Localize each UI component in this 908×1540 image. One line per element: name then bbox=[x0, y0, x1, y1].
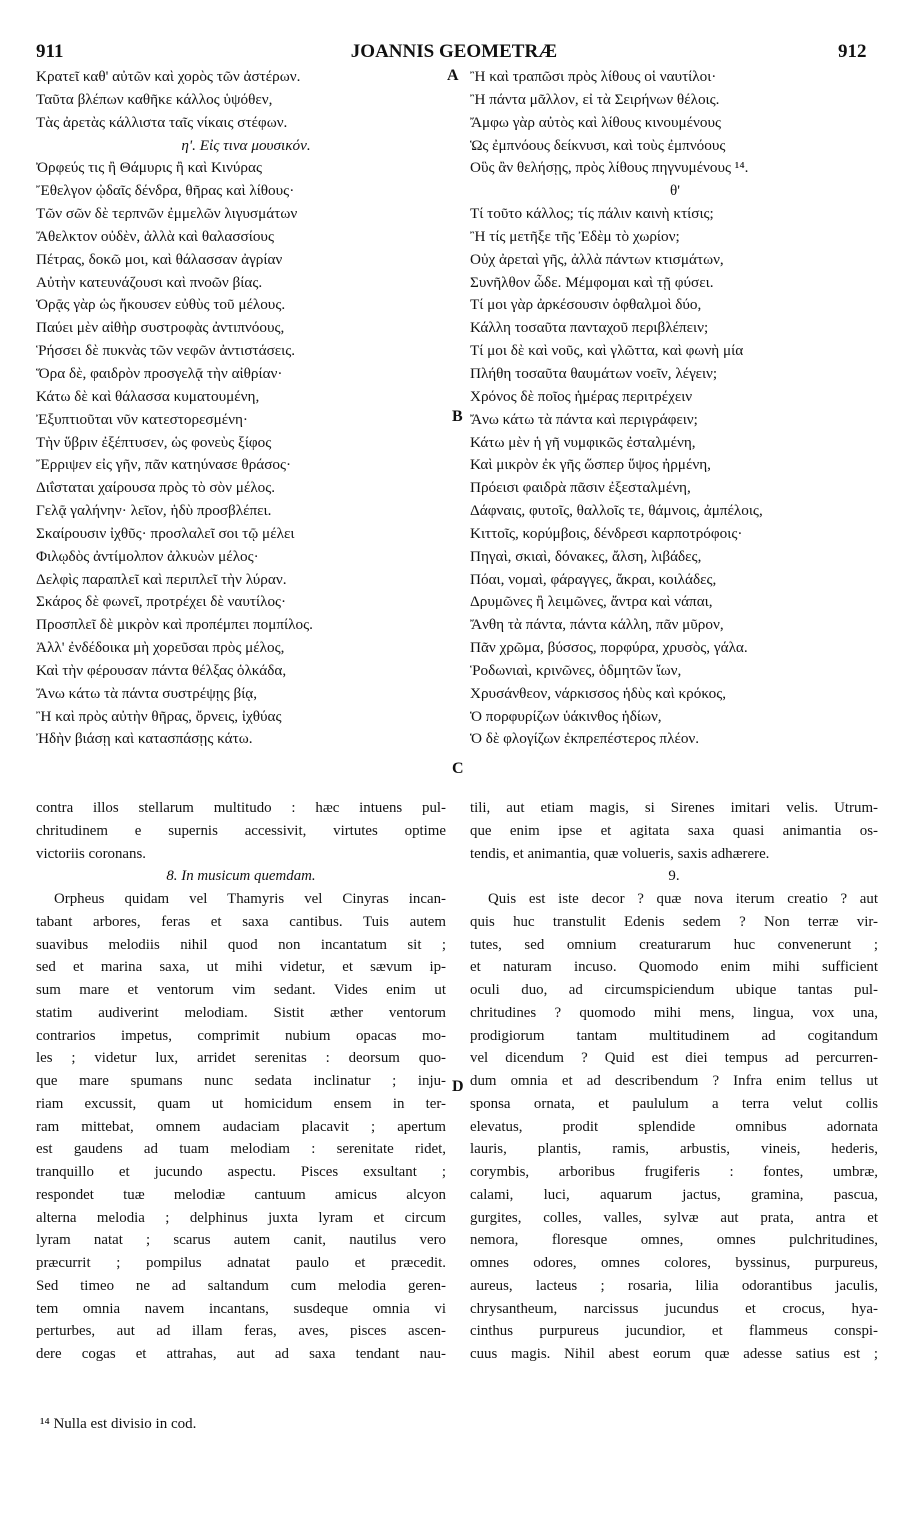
section-heading: 8. In musicum quemdam. bbox=[166, 868, 316, 885]
verse-line: Πηγαὶ, σκιαὶ, δόνακες, ἄλση, λιβάδες, bbox=[470, 547, 702, 565]
verse-line: Αὐτὴν κατευνάζουσι καὶ πνοῶν βίας. bbox=[36, 273, 263, 291]
prose-line: corymbis, arboribus frugiferis : fontes, umbræ, bbox=[470, 1164, 878, 1180]
prose-line: quis huc transtulit Edenis sedem ? Non terræ vir- bbox=[470, 913, 878, 930]
verse-line: Γελᾷ γαλήνην· λεῖον, ἡδὺ προσβλέπει. bbox=[36, 502, 272, 520]
verse-line: Ἔθελγον ᾠδαῖς δένδρα, θῆρας καὶ λίθους· bbox=[36, 182, 295, 200]
verse-line: Κάτω δὲ καὶ θάλασσα κυματουμένη, bbox=[36, 387, 260, 405]
prose-line: chrysantheum, narcissus jucundus et crocus, hya- bbox=[470, 1300, 878, 1317]
prose-line: dum omnia et ad describendum ? Infra enim tellus ut bbox=[470, 1073, 878, 1089]
verse-line: Ἢ καὶ τραπῶσι πρὸς λίθους οἱ ναυτίλοι· bbox=[470, 68, 717, 85]
verse-line: Ἄνω κάτω τὰ πάντα καὶ περιγράφειν; bbox=[470, 410, 698, 428]
verse-line: Καὶ μικρὸν ἐκ γῆς ὥσπερ ὕψος ἠρμένη, bbox=[470, 456, 711, 474]
verse-line: Ἢ τίς μετῆξε τῆς Ἐδὲμ τὸ χωρίον; bbox=[470, 227, 680, 245]
margin-marker-c: C bbox=[452, 760, 464, 777]
verse-line: Ἀλλ' ἐνδέδοικα μὴ χορεῦσαι πρὸς μέλος, bbox=[36, 639, 285, 657]
latin-translation-left-column bbox=[36, 797, 446, 1366]
margin-marker-b: B bbox=[452, 408, 463, 425]
verse-line: Ἢ πάντα μᾶλλον, εἰ τὰ Σειρήνων θέλοις. bbox=[470, 90, 720, 108]
prose-line: contrarios impetus, comprimit nubium opacas mo- bbox=[36, 1027, 446, 1044]
prose-line: Sed timeo ne ad saltandum cum melodia geren- bbox=[36, 1277, 446, 1294]
prose-line: vel dicendum ? Quid est diei tempus ad percurren- bbox=[470, 1050, 878, 1067]
verse-line: Ἠδὴν βιάσῃ καὶ κατασπάσῃς κάτω. bbox=[36, 730, 253, 748]
verse-line: Ἐξυπτιοῦται νῦν κατεστορεσμένη· bbox=[36, 410, 248, 428]
verse-line: Χρυσάνθεον, νάρκισσος ἡδὺς καὶ κρόκος, bbox=[470, 684, 727, 702]
prose-line: prodigiorum tantam multitudinem ad cogitandum bbox=[470, 1027, 878, 1044]
prose-line: cuus magis. Nihil abest eorum quæ adesse satius est ; bbox=[470, 1346, 878, 1362]
prose-line: statim audiverint melodiam. Sistit æther ventorum bbox=[36, 1004, 446, 1021]
verse-line: Ἄνω κάτω τὰ πάντα συστρέψῃς βίᾳ, bbox=[36, 684, 258, 702]
page-number-right: 912 bbox=[838, 41, 867, 62]
prose-line: lyram natat ; scarus autem canit, nautilus vero bbox=[36, 1232, 446, 1249]
verse-line: Πρόεισι φαιδρὰ πᾶσιν ἐξεσταλμένη, bbox=[470, 479, 691, 497]
prose-line: dere cogas et attrahas, aut ad saxa tendant nau- bbox=[36, 1346, 446, 1362]
prose-line: chritudinem e supernis accessivit, virtutes optime bbox=[36, 822, 446, 839]
footnote: ¹⁴ Nulla est divisio in cod. bbox=[40, 1416, 197, 1432]
verse-line: Ἢ καὶ πρὸς αὐτὴν θῆρας, ὄρνεις, ἰχθύας bbox=[36, 707, 282, 725]
verse-line: Φιλῳδὸς ἀντίμολπον ἀλκυὼν μέλος· bbox=[36, 547, 259, 565]
verse-line: Τί τοῦτο κάλλος; τίς πάλιν καινὴ κτίσις; bbox=[470, 205, 714, 223]
verse-line: Δελφὶς παραπλεῖ καὶ περιπλεῖ τὴν λύραν. bbox=[36, 570, 287, 588]
greek-verse-right-column bbox=[470, 66, 880, 751]
prose-line: sum mare et ventorum vim sedant. Vides enim ut bbox=[36, 982, 446, 998]
prose-line: que enim ipse et agitata saxa quasi animantia os- bbox=[470, 822, 878, 839]
greek-verse-left-column bbox=[36, 66, 456, 751]
verse-line: Τί μοι γὰρ ἀρκέσουσιν ὀφθαλμοὶ δύο, bbox=[470, 296, 702, 314]
verse-line: Ὀρφεύς τις ἢ Θάμυρις ἢ καὶ Κινύρας bbox=[36, 159, 262, 177]
prose-line: riam excussit, quam ut homicidum ensem in ter- bbox=[36, 1095, 446, 1112]
prose-line: nemora, floresque omnes, omnes pulchritudines, bbox=[470, 1232, 878, 1249]
verse-line: Παύει μὲν αἰθὴρ συστροφὰς ἀντιπνόους, bbox=[36, 319, 285, 337]
verse-line: Ἄνθη τὰ πάντα, πάντα κάλλη, πᾶν μῦρον, bbox=[470, 616, 724, 634]
verse-line: Προσπλεῖ δὲ μικρὸν καὶ προπέμπει πομπίλος. bbox=[36, 616, 313, 634]
verse-line: Οὐχ ἀρεταὶ γῆς, ἀλλὰ πάντων κτισμάτων, bbox=[470, 250, 724, 268]
verse-line: Ῥήσσει δὲ πυκνὰς τῶν νεφῶν ἀντιστάσεις. bbox=[36, 342, 296, 360]
prose-line: victoriis coronans. bbox=[36, 845, 147, 862]
prose-line: respondet tuæ melodiæ cantuum amicus alcyon bbox=[36, 1186, 446, 1203]
verse-line: Δάφναις, φυτοῖς, θαλλοῖς τε, θάμνοις, ἀμπέλοις, bbox=[470, 502, 763, 520]
verse-line: Ἄθελκτον οὐδὲν, ἀλλὰ καὶ θαλασσίους bbox=[36, 227, 274, 245]
verse-line: Ὡς ἐμπνόους δείκνυσι, καὶ τοὺς ἐμπνόους bbox=[470, 136, 726, 154]
prose-line: tem omnia navem incantans, susdeque omnia vi bbox=[36, 1300, 446, 1317]
prose-line: sed et marina saxa, ut mihi videtur, et sævum ip- bbox=[36, 959, 446, 976]
prose-line: præcurrit ; pompilus adnatat paulo et præcedit. bbox=[36, 1255, 446, 1271]
verse-line: Δρυμῶνες ἢ λειμῶνες, ἄντρα καὶ νάπαι, bbox=[470, 593, 713, 611]
verse-line: Τῶν σῶν δὲ τερπνῶν ἐμμελῶν λιγυσμάτων bbox=[36, 205, 298, 223]
verse-line: Σκάρος δὲ φωνεῖ, προτρέχει δὲ ναυτίλος· bbox=[36, 593, 287, 611]
prose-line: alterna melodia ; delphinus juxta lyram et circum bbox=[36, 1209, 446, 1226]
verse-line: Κιττοῖς, κορύμβοις, δένδρεσι καρποτρόφοις· bbox=[470, 524, 743, 542]
prose-line: les ; videtur lux, arridet serenitas : deorsum quo- bbox=[36, 1050, 446, 1067]
verse-line: Τὰς ἀρετὰς κάλλιστα ταῖς νίκαις στέφων. bbox=[36, 113, 288, 131]
verse-line: Διΐσταται χαίρουσα πρὸς τὸ σὸν μέλος. bbox=[36, 479, 276, 497]
prose-line: Quis est iste decor ? quæ nova iterum creatio ? aut bbox=[488, 891, 878, 907]
prose-line: elevatus, prodit splendide omnibus adornata bbox=[470, 1118, 878, 1135]
verse-line: Ἄμφω γὰρ αὐτὸς καὶ λίθους κινουμένους bbox=[470, 113, 721, 131]
verse-line: Ὁ δὲ φλογίζων ἐκπρεπέστερος πλέον. bbox=[470, 730, 700, 748]
verse-line: Ὅρα δὲ, φαιδρὸν προσγελᾷ τὴν αἰθρίαν· bbox=[36, 364, 283, 382]
prose-line: suavibus melodiis nihil quod non incantatum sit ; bbox=[36, 936, 446, 953]
verse-line: Πέτρας, δοκῶ μοι, καὶ θάλασσαν ἀγρίαν bbox=[36, 250, 283, 268]
prose-line: chritudines ? quomodo mihi mens, lingua, vox una, bbox=[470, 1004, 878, 1021]
prose-line: gurgites, colles, valles, sylvæ aut prata, antra et bbox=[470, 1209, 878, 1226]
prose-line: ram mittebat, omnem audaciam placavit ; apertum bbox=[36, 1118, 446, 1135]
prose-line: est gaudens ad tuam melodiam : serenitate ridet, bbox=[36, 1141, 446, 1158]
prose-line: calami, luci, aquarum jactus, gramina, pascua, bbox=[470, 1186, 878, 1203]
verse-line: Σκαίρουσιν ἰχθῦς· προσλαλεῖ σοι τῷ μέλει bbox=[36, 524, 295, 542]
prose-line: cinthus purpureus jucundior, et flammeus conspi- bbox=[470, 1323, 878, 1340]
latin-translation-right-column bbox=[470, 797, 878, 1366]
verse-line: Πόαι, νομαὶ, φάραγγες, ἄκραι, κοιλάδες, bbox=[470, 570, 717, 588]
prose-line: tutes, sed omnium creaturarum huc convenerunt ; bbox=[470, 936, 878, 953]
prose-line: et naturam incuso. Quomodo enim mihi sufficient bbox=[470, 959, 878, 976]
verse-line: Πᾶν χρῶμα, βύσσος, πορφύρα, χρυσὸς, γάλα. bbox=[470, 639, 748, 657]
prose-line: Orpheus quidam vel Thamyris vel Cinyras incan- bbox=[54, 891, 446, 907]
verse-line: Καὶ τὴν φέρουσαν πάντα θέλξας ὁλκάδα, bbox=[36, 661, 287, 679]
verse-line: Κρατεῖ καθ' αὐτῶν καὶ χορὸς τῶν ἀστέρων. bbox=[36, 68, 301, 85]
prose-line: tranquillo et jucundo aspectu. Pisces exsultant ; bbox=[36, 1164, 446, 1180]
prose-line: que mare spumans nunc sedata inclinatur ; inju- bbox=[36, 1073, 446, 1089]
margin-marker-d: D bbox=[452, 1078, 464, 1095]
running-title: JOANNIS GEOMETRÆ bbox=[350, 41, 558, 62]
verse-line: Τὴν ὕβριν ἐξέπτυσεν, ὡς φονεὺς ξίφος bbox=[36, 433, 272, 451]
prose-line: lauris, plantis, ramis, arbustis, vineis, hederis, bbox=[470, 1141, 878, 1158]
section-number: 9. bbox=[668, 868, 680, 885]
prose-line: tendis, et animantia, quæ volueris, saxis adhærere. bbox=[470, 845, 770, 862]
poem-heading: η'. Εἰς τινα μουσικόν. bbox=[181, 136, 311, 154]
prose-line: aureus, lacteus ; rosaria, lilia odorantibus jaculis, bbox=[470, 1277, 878, 1294]
verse-line: Οὓς ἂν θελήσῃς, πρὸς λίθους πηγνυμένους ¹⁴. bbox=[470, 159, 749, 177]
verse-line: Πλήθη τοσαῦτα θαυμάτων νοεῖν, λέγειν; bbox=[470, 364, 718, 382]
verse-line: Ὁρᾷς γὰρ ὡς ἤκουσεν εὐθὺς τοῦ μέλους. bbox=[36, 296, 286, 314]
verse-line: Συνῆλθον ὧδε. Μέμφομαι καὶ τῇ φύσει. bbox=[470, 273, 714, 291]
page-number-left: 911 bbox=[36, 41, 64, 62]
verse-line: Κάλλη τοσαῦτα πανταχοῦ περιβλέπειν; bbox=[470, 319, 709, 337]
poem-heading: θ' bbox=[669, 182, 680, 200]
margin-marker-a: A bbox=[447, 67, 459, 84]
verse-line: Ταῦτα βλέπων καθῆκε κάλλος ὑψόθεν, bbox=[36, 90, 273, 108]
verse-line: Ἔρριψεν εἰς γῆν, πᾶν κατηύνασε θράσος· bbox=[36, 456, 292, 474]
verse-line: Χρόνος δὲ ποῖος ἡμέρας περιτρέχειν bbox=[470, 387, 693, 405]
verse-line: Τί μοι δὲ καὶ νοῦς, καὶ γλῶττα, καὶ φωνὴ μία bbox=[470, 342, 744, 360]
prose-line: tabant arbores, feras et saxa cantibus. Tuis autem bbox=[36, 913, 446, 930]
verse-line: Ῥοδωνιαὶ, κρινῶνες, ὀδμητῶν ἴων, bbox=[470, 661, 682, 679]
prose-line: sponsa ornata, et paululum a terra velut collis bbox=[470, 1095, 878, 1112]
prose-line: oculi duo, ad circumspiciendum ubique tantas pul- bbox=[470, 982, 878, 998]
verse-line: Ὁ πορφυρίζων ὑάκινθος ἡδίων, bbox=[470, 707, 662, 725]
prose-line: omnes odores, omnes colores, byssinus, purpureus, bbox=[470, 1255, 878, 1271]
prose-line: tili, aut etiam magis, si Sirenes imitari velis. Utrum- bbox=[470, 800, 878, 816]
verse-line: Κάτω μὲν ἡ γῆ νυμφικῶς ἐσταλμένη, bbox=[470, 433, 696, 451]
prose-line: perturbes, aut ad illam feras, aves, pisces ascen- bbox=[36, 1323, 446, 1340]
prose-line: contra illos stellarum multitudo : hæc intuens pul- bbox=[36, 800, 446, 816]
